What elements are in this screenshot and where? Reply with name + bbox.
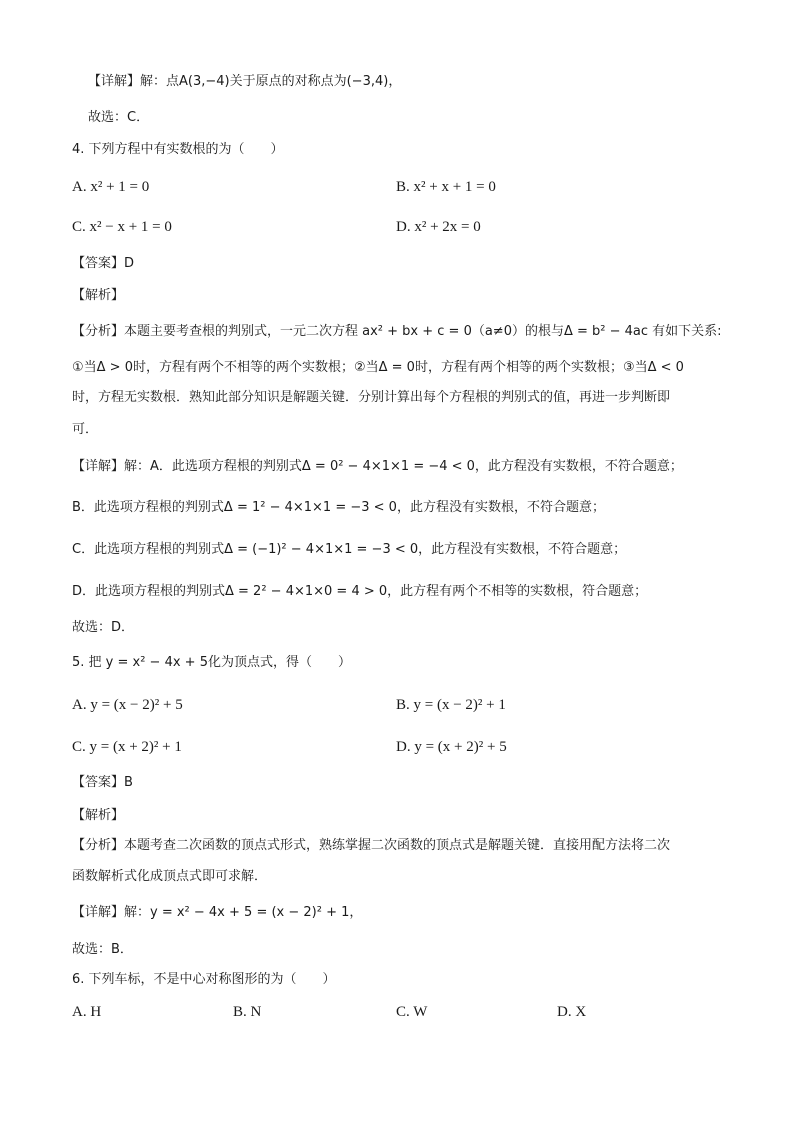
q4-option-b: B. x² + x + 1 = 0	[396, 179, 496, 195]
q4-detail-a: 【详解】解：A．此选项方程根的判别式Δ = 0² − 4×1×1 = −4 < 0，此方程没有实数根，不符合题意；	[72, 459, 683, 474]
q6-option-c: C. W	[396, 1004, 428, 1020]
q4-option-c: C. x² − x + 1 = 0	[72, 219, 172, 235]
q5-jiexi: 【解析】	[72, 808, 125, 823]
q3-detail: 【详解】解：点A(3,−4)关于原点的对称点为(−3,4)，	[88, 74, 402, 89]
q5-option-d: D. y = (x + 2)² + 5	[396, 739, 507, 755]
q4-choose: 故选：D．	[72, 620, 135, 635]
q6-option-d: D. X	[557, 1004, 587, 1020]
q4-answer: 【答案】D	[72, 256, 135, 271]
q5-answer: 【答案】B	[72, 775, 133, 790]
q5-option-a: A. y = (x − 2)² + 5	[72, 697, 183, 713]
q4-analysis-3: 时，方程无实数根．熟知此部分知识是解题关键．分别计算出每个方程根的判别式的值，再进一步判断即	[72, 390, 671, 405]
q4-analysis-1: 【分析】本题主要考查根的判别式，一元二次方程 ax² + bx + c = 0（a≠0）的根与Δ = b² − 4ac 有如下关系:	[72, 324, 722, 339]
q5-analysis-2: 函数解析式化成顶点式即可求解．	[72, 869, 268, 884]
q6-option-b: B. N	[233, 1004, 262, 1020]
q4-detail-c: C．此选项方程根的判别式Δ = (−1)² − 4×1×1 = −3 < 0，此方程没有实数根，不符合题意；	[72, 542, 627, 557]
q5-option-b: B. y = (x − 2)² + 1	[396, 697, 506, 713]
q6-stem: 6. 下列车标，不是中心对称图形的为（ ）	[72, 972, 336, 987]
q4-analysis-4: 可．	[72, 422, 99, 437]
q5-analysis-1: 【分析】本题考查二次函数的顶点式形式，熟练掌握二次函数的顶点式是解题关键．直接用配方法将二次	[72, 838, 671, 853]
q4-option-a: A. x² + 1 = 0	[72, 179, 150, 195]
q4-stem: 4. 下列方程中有实数根的为（ ）	[72, 142, 284, 157]
q5-choose: 故选：B．	[72, 942, 133, 957]
q4-jiexi: 【解析】	[72, 288, 125, 303]
q4-option-d: D. x² + 2x = 0	[396, 219, 481, 235]
q4-detail-b: B．此选项方程根的判别式Δ = 1² − 4×1×1 = −3 < 0，此方程没有实数根，不符合题意；	[72, 500, 605, 515]
q3-choose: 故选：C．	[88, 110, 150, 125]
q4-analysis-2: ①当Δ > 0时，方程有两个不相等的两个实数根；②当Δ = 0时，方程有两个相等的两个实数根；③当Δ < 0	[72, 360, 684, 375]
q6-option-a: A. H	[72, 1004, 102, 1020]
q4-detail-d: D．此选项方程根的判别式Δ = 2² − 4×1×0 = 4 > 0，此方程有两个不相等的实数根，符合题意；	[72, 584, 648, 599]
q5-detail: 【详解】解：y = x² − 4x + 5 = (x − 2)² + 1，	[72, 905, 363, 920]
q5-option-c: C. y = (x + 2)² + 1	[72, 739, 182, 755]
q5-stem: 5. 把 y = x² − 4x + 5化为顶点式，得（ ）	[72, 655, 351, 670]
